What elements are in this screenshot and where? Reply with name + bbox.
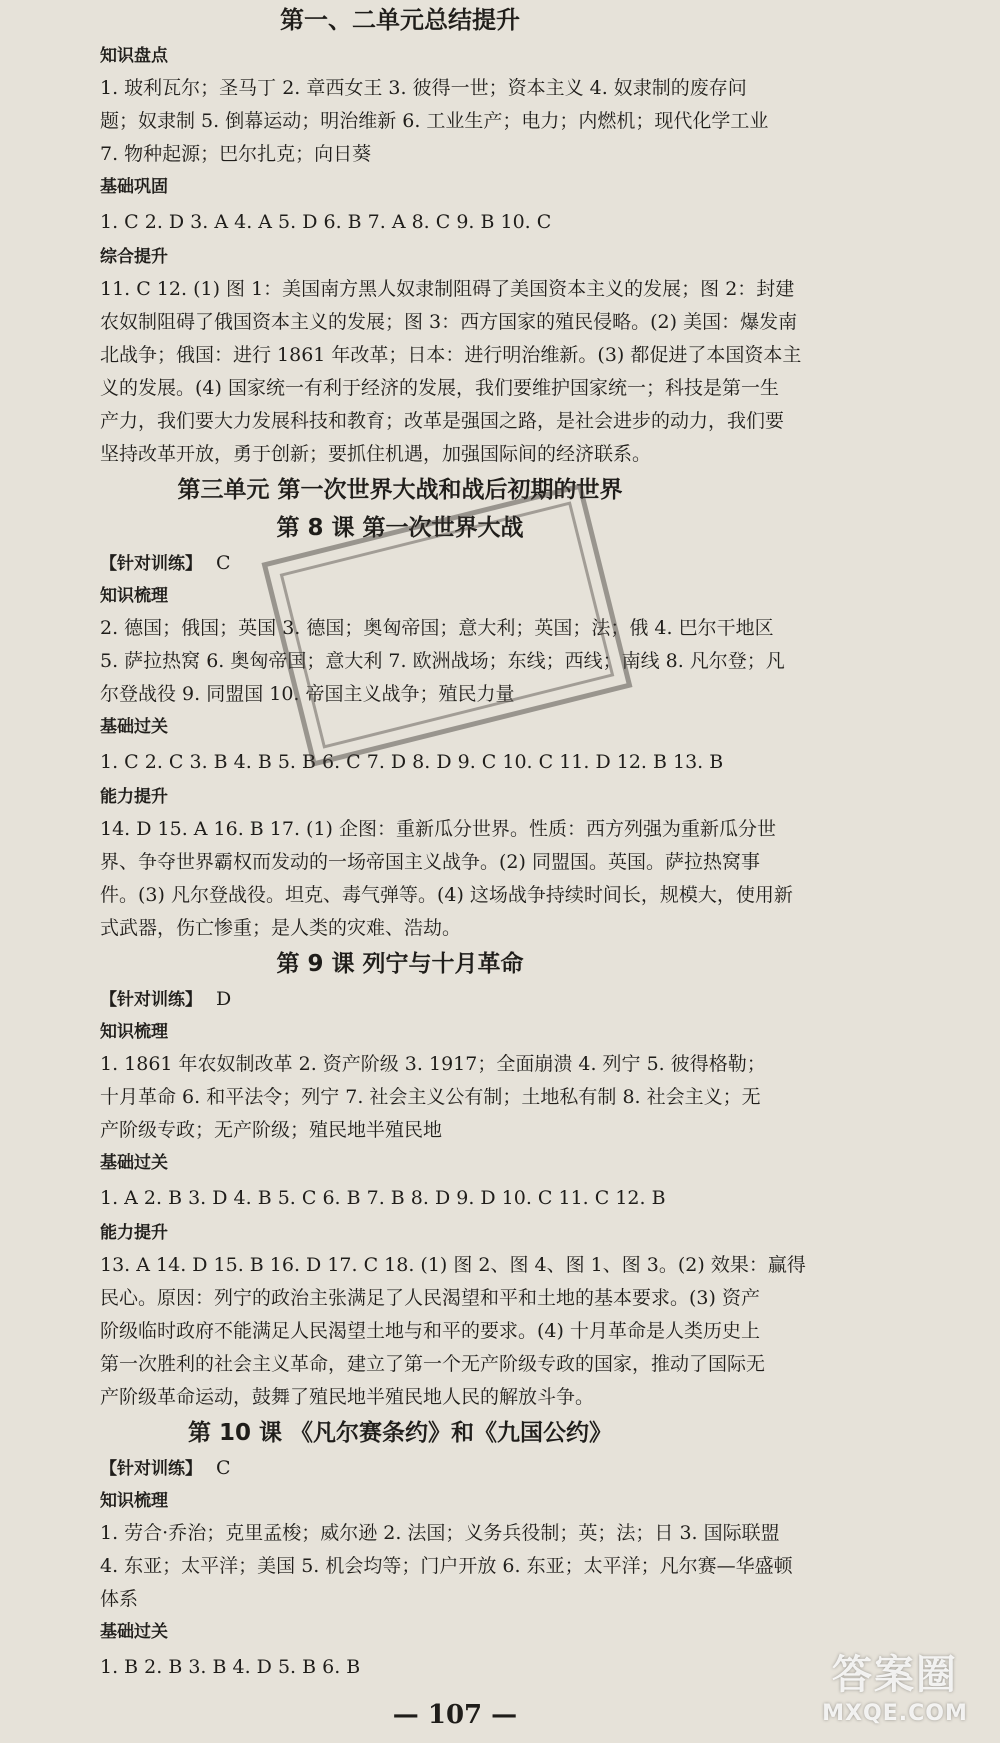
watermark-line1: 答案圈 [832, 1652, 958, 1698]
text-line: 5. 萨拉热窝 6. 奥匈帝国；意大利 7. 欧洲战场；东线；西线；南线 8. 凡尔登；凡 [100, 650, 785, 672]
text-line: 北战争；俄国：进行 1861 年改革；日本：进行明治维新。(3) 都促进了本国资本主 [100, 344, 802, 366]
section-heading: 基础过关 [100, 1153, 168, 1173]
unit-title: 第三单元 第一次世界大战和战后初期的世界 [177, 477, 623, 503]
text-line: 尔登战役 9. 同盟国 10. 帝国主义战争；殖民力量 [100, 683, 515, 705]
text-line: 产阶级专政；无产阶级；殖民地半殖民地 [100, 1119, 443, 1141]
lesson-title: 第 8 课 第一次世界大战 [276, 515, 524, 541]
text-line: 题；奴隶制 5. 倒幕运动；明治维新 6. 工业生产；电力；内燃机；现代化学工业 [100, 110, 769, 132]
text-line: 民心。原因：列宁的政治主张满足了人民渴望和平和土地的基本要求。(3) 资产 [100, 1287, 760, 1309]
lesson-title: 第 10 课 《凡尔赛条约》和《九国公约》 [187, 1420, 613, 1446]
watermark-line2: MXQE.COM [822, 1701, 968, 1726]
text-line: 产阶级革命运动，鼓舞了殖民地半殖民地人民的解放斗争。 [100, 1386, 595, 1408]
drill-answer: C [216, 1457, 231, 1479]
section-heading: 基础过关 [100, 1622, 168, 1642]
drill-line [100, 983, 900, 1016]
section-heading: 知识梳理 [100, 1022, 168, 1042]
text-line: 1. 劳合·乔治；克里孟梭；威尔逊 2. 法国；义务兵役制；英；法；日 3. 国际联盟 [100, 1522, 780, 1544]
text-line: 件。(3) 凡尔登战役。坦克、毒气弹等。(4) 这场战争持续时间长，规模大，使用新 [100, 884, 793, 906]
answer-line: 1. C 2. C 3. B 4. B 5. B 6. C 7. D 8. D 9. C 10. C 11. D 12. B 13. B [100, 751, 724, 773]
page-title: 第一、二单元总结提升 [280, 6, 520, 34]
text-line: 十月革命 6. 和平法令；列宁 7. 社会主义公有制；土地私有制 8. 社会主义；无 [100, 1086, 761, 1108]
section-heading: 基础过关 [100, 717, 168, 737]
section-heading: 综合提升 [100, 247, 168, 267]
text-line: 14. D 15. A 16. B 17. (1) 企图：重新瓜分世界。性质：西方列强为重新瓜分世 [100, 818, 777, 840]
text-line: 界、争夺世界霸权而发动的一场帝国主义战争。(2) 同盟国。英国。萨拉热窝事 [100, 851, 760, 873]
text-line: 体系 [100, 1588, 139, 1610]
page-number: — 107 — [392, 1700, 518, 1730]
text-line: 1. 玻利瓦尔；圣马丁 2. 章西女王 3. 彼得一世；资本主义 4. 奴隶制的废存问 [100, 77, 747, 99]
text-line: 4. 东亚；太平洋；美国 5. 机会均等；门户开放 6. 东亚；太平洋；凡尔赛—华盛顿 [100, 1555, 793, 1577]
answer-line: 1. B 2. B 3. B 4. D 5. B 6. B [100, 1656, 361, 1678]
drill-label: 【针对训练】 [100, 1459, 202, 1479]
text-line: 义的发展。(4) 国家统一有利于经济的发展，我们要维护国家统一；科技是第一生 [100, 377, 779, 399]
text-line: 第一次胜利的社会主义革命，建立了第一个无产阶级专政的国家，推动了国际无 [100, 1353, 766, 1375]
section-heading: 知识梳理 [100, 1491, 168, 1511]
answer-line: 1. C 2. D 3. A 4. A 5. D 6. B 7. A 8. C 9. B 10. C [100, 211, 552, 233]
drill-line [100, 1452, 900, 1485]
section-heading: 基础巩固 [100, 177, 168, 197]
watermark-logo [810, 1650, 980, 1735]
pandian-block [100, 72, 769, 171]
tisheng-block [100, 273, 802, 471]
text-line: 11. C 12. (1) 图 1：美国南方黑人奴隶制阻碍了美国资本主义的发展；图 2：封建 [100, 278, 795, 300]
section-heading: 知识梳理 [100, 586, 168, 606]
drill-label: 【针对训练】 [100, 990, 202, 1010]
text-line: 产力，我们要大力发展科技和教育；改革是强国之路，是社会进步的动力，我们要 [100, 410, 785, 432]
text-line: 农奴制阻碍了俄国资本主义的发展；图 3：西方国家的殖民侵略。(2) 美国：爆发南 [100, 311, 798, 333]
lesson-title: 第 9 课 列宁与十月革命 [276, 951, 524, 977]
text-line: 2. 德国；俄国；英国 3. 德国；奥匈帝国；意大利；英国；法；俄 4. 巴尔干地区 [100, 617, 774, 639]
section-heading: 能力提升 [100, 787, 168, 807]
text-line: 7. 物种起源；巴尔扎克；向日葵 [100, 143, 372, 165]
answer-line: 1. A 2. B 3. D 4. B 5. C 6. B 7. B 8. D 9. D 10. C 11. C 12. B [100, 1187, 666, 1209]
drill-answer: C [216, 552, 231, 574]
section-heading: 能力提升 [100, 1223, 168, 1243]
drill-label: 【针对训练】 [100, 554, 202, 574]
page-content [100, 0, 806, 1686]
text-line: 坚持改革开放，勇于创新；要抓住机遇，加强国际间的经济联系。 [100, 443, 652, 465]
section-heading: 知识盘点 [100, 46, 168, 66]
drill-answer: D [216, 988, 232, 1010]
text-line: 1. 1861 年农奴制改革 2. 资产阶级 3. 1917；全面崩溃 4. 列宁 5. 彼得格勒； [100, 1053, 766, 1075]
text-line: 13. A 14. D 15. B 16. D 17. C 18. (1) 图 2、图 4、图 1、图 3。(2) 效果：赢得 [100, 1254, 806, 1276]
text-line: 式武器，伤亡惨重；是人类的灾难、浩劫。 [100, 917, 462, 939]
text-line: 阶级临时政府不能满足人民渴望土地与和平的要求。(4) 十月革命是人类历史上 [100, 1320, 760, 1342]
